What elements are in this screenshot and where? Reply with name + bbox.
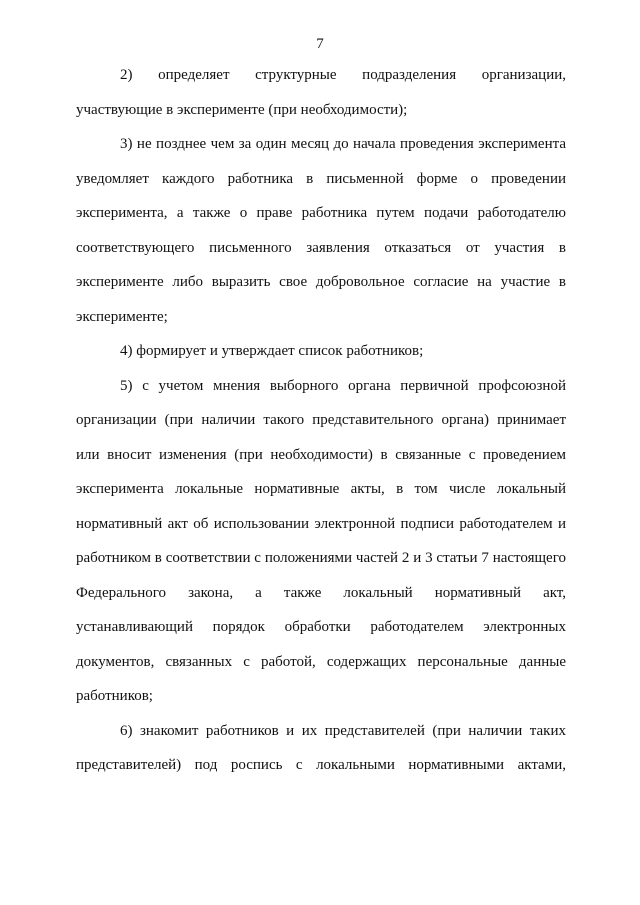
paragraph-item-2: 2) определяет структурные подразделения организации, участвующие в эксперименте (при необходимости);	[76, 67, 566, 118]
paragraph-item-6: 6) знакомит работников и их представителей (при наличии таких представителей) под роспись с локальными нормативными актами,	[76, 722, 566, 773]
page-number: 7	[316, 36, 324, 52]
paragraph-item-5: 5) с учетом мнения выборного органа первичной профсоюзной организации (при наличии такого представительного органа) принимает или вносит изменения (при необходимости) в связанные с проведением эксперимента локальные нормативные акты, в том числе локальный нормативный акт об использовании электронной подписи работодателем и работником в соответствии с положениями частей 2 и 3 статьи 7 настоящего Федерального закона, а также локальный нормативный акт, устанавливающий порядок обработки работодателем электронных документов, связанных с работой, содержащих персональные данные работников;	[76, 377, 566, 704]
paragraph-item-3: 3) не позднее чем за один месяц до начала проведения эксперимента уведомляет каждого работника в письменной форме о проведении эксперимента, а также о праве работника путем подачи работодателю соответствующего письменного заявления отказаться от участия в эксперименте либо выразить свое добровольное согласие на участие в эксперименте;	[76, 136, 566, 325]
paragraph-item-4: 4) формирует и утверждает список работников;	[120, 343, 424, 359]
document-body	[76, 58, 566, 783]
